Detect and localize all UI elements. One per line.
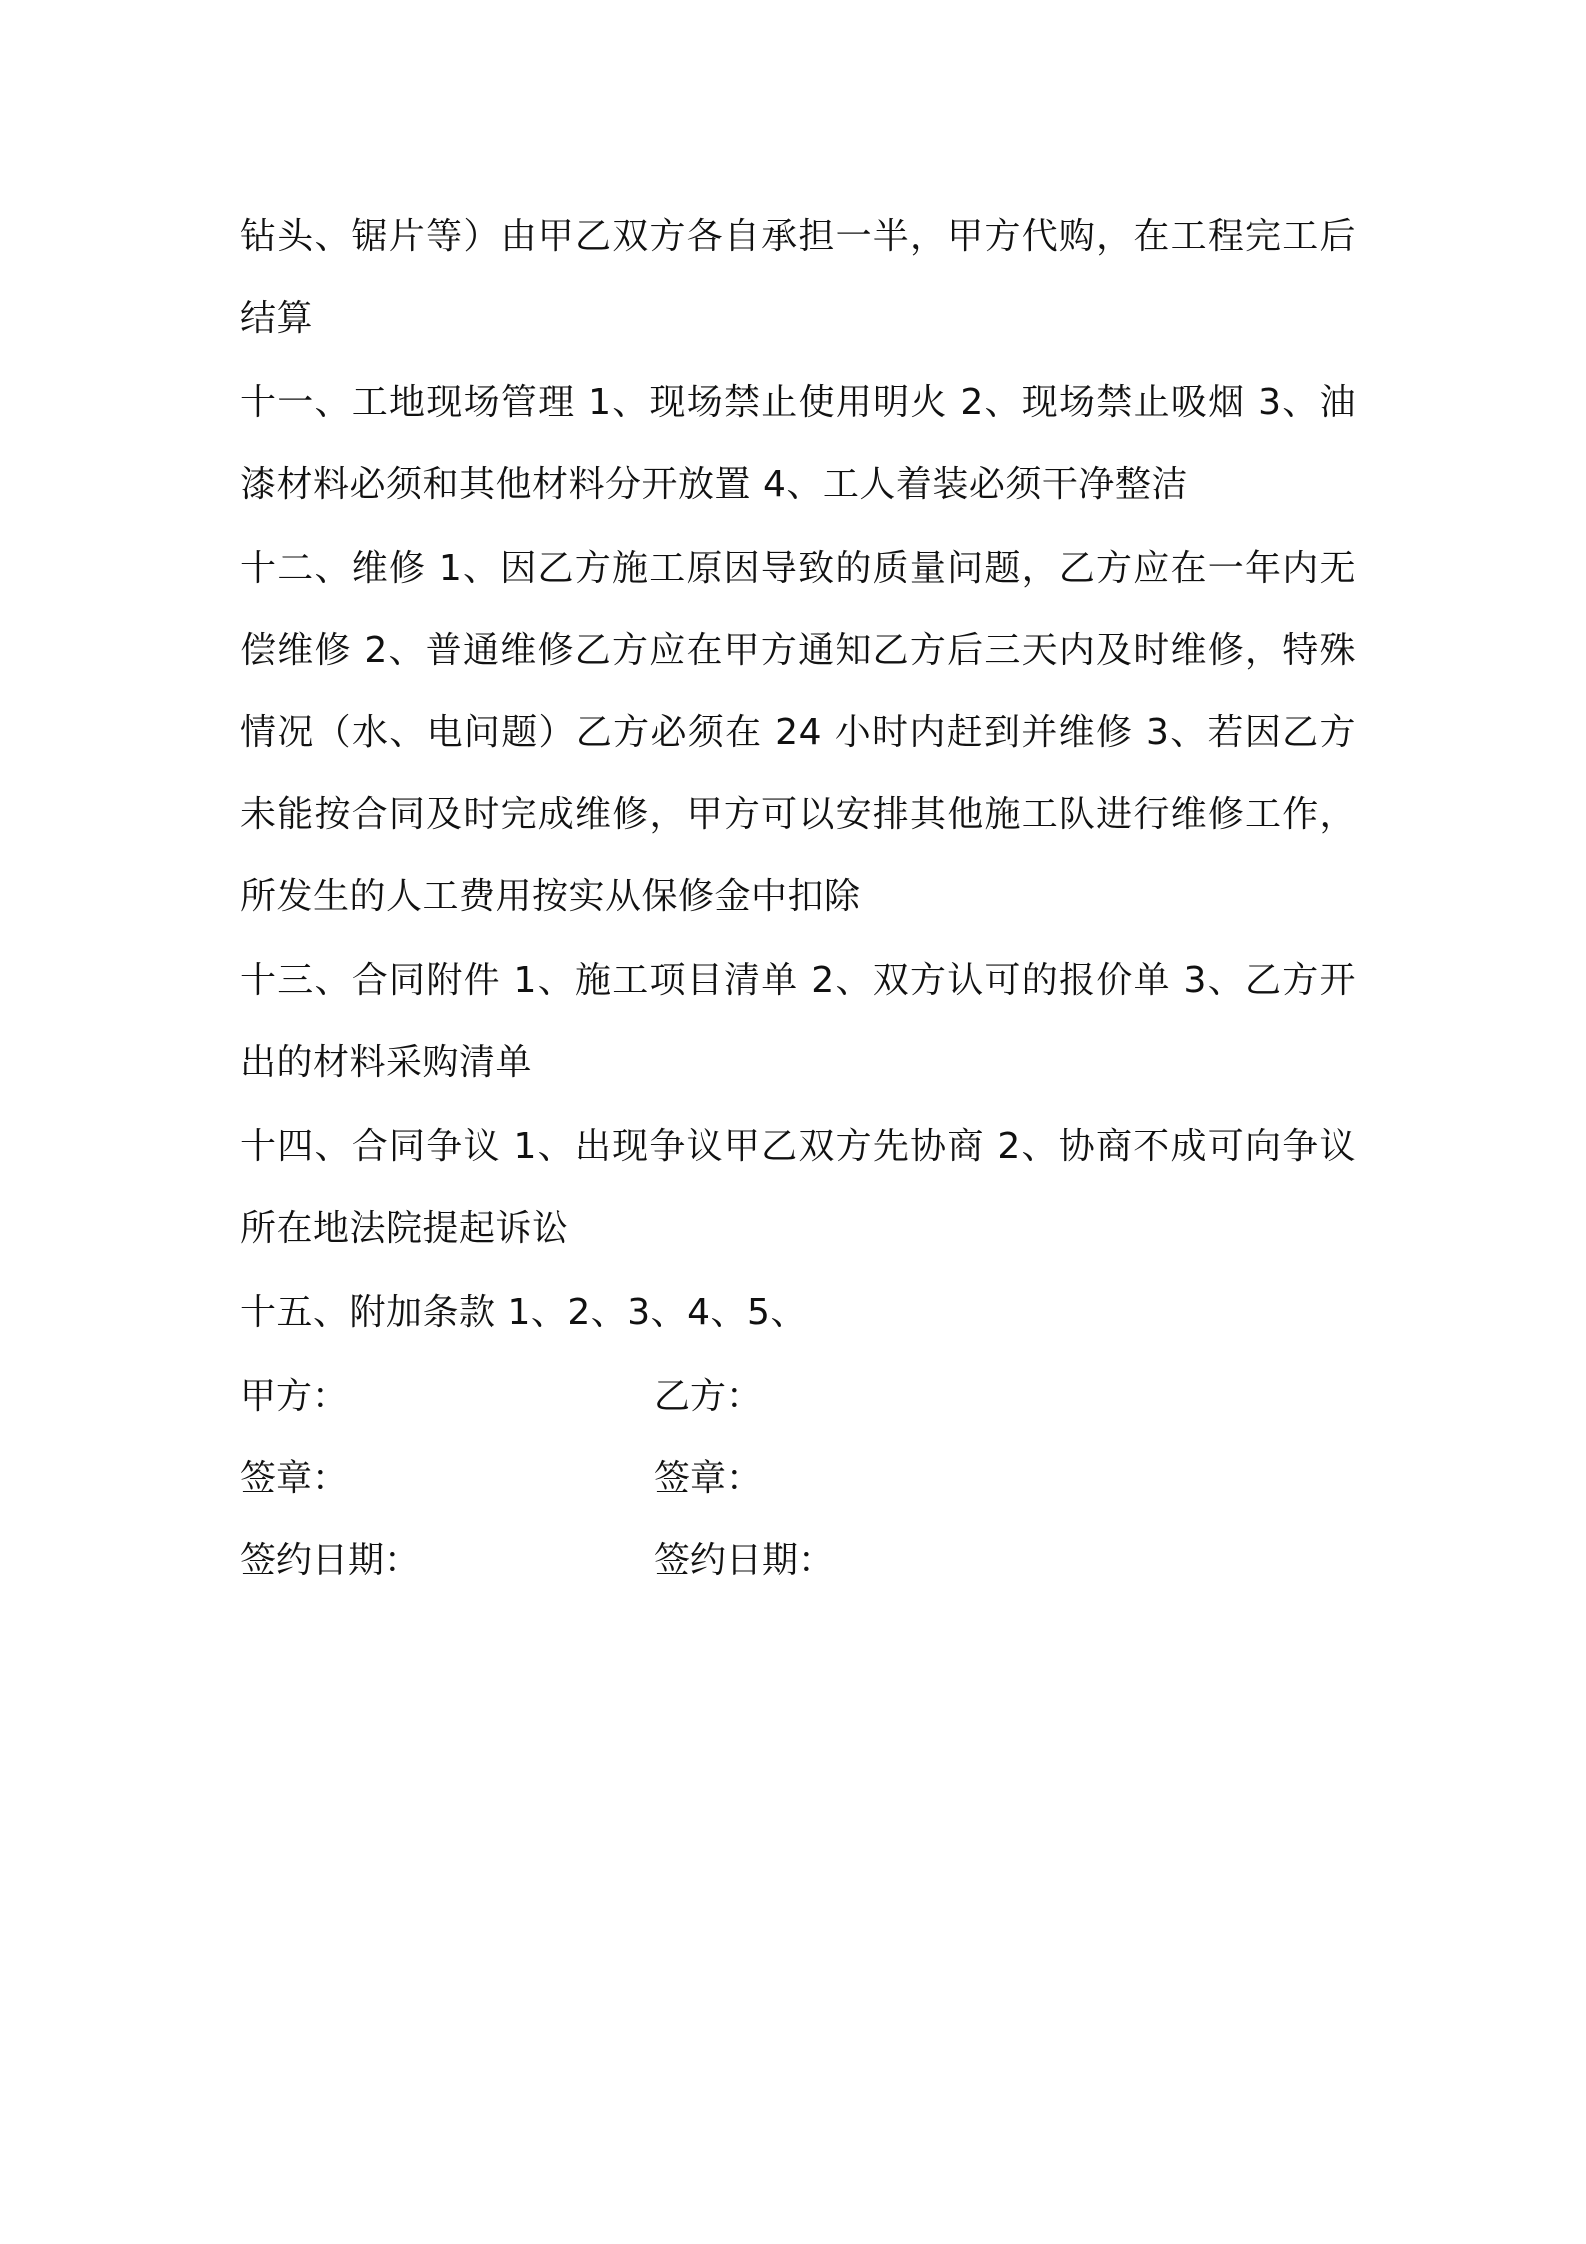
party-a-seal-label: 签章： [240,1458,349,1499]
signature-seal-row [240,1438,1356,1520]
paragraph-contract-attachments: 十三、合同附件 1、施工项目清单 2、双方认可的报价单 3、乙方开出的材料采购清单 [240,960,1356,1083]
party-b-date-label: 签约日期： [654,1540,835,1581]
party-a-date-label: 签约日期： [240,1540,421,1581]
paragraph-additional-terms: 十五、附加条款 1、2、3、4、5、 [240,1292,807,1333]
signature-date-row [240,1520,1356,1602]
party-b-label: 乙方： [654,1376,763,1417]
party-b-seal-label: 签章： [654,1458,763,1499]
paragraph-contract-disputes: 十四、合同争议 1、出现争议甲乙双方先协商 2、协商不成可向争议所在地法院提起诉讼 [240,1126,1356,1249]
paragraph-materials-settlement: 钻头、锯片等）由甲乙双方各自承担一半，甲方代购，在工程完工后结算 [240,216,1356,339]
paragraph-maintenance: 十二、维修 1、因乙方施工原因导致的质量问题，乙方应在一年内无偿维修 2、普通维修乙方应在甲方通知乙方后三天内及时维修，特殊情况（水、电问题）乙方必须在 24 小时内赶到并维修 3、若因乙方未能按合同及时完成维修，甲方可以安排其他施工队进行维修工作，所发生的人工费用按实从保修金中扣除 [240,548,1356,917]
party-a-label: 甲方： [240,1376,349,1417]
paragraph-site-management: 十一、工地现场管理 1、现场禁止使用明火 2、现场禁止吸烟 3、油漆材料必须和其他材料分开放置 4、工人着装必须干净整洁 [240,382,1356,505]
document-body [240,196,1356,1602]
signature-party-row [240,1356,1356,1438]
